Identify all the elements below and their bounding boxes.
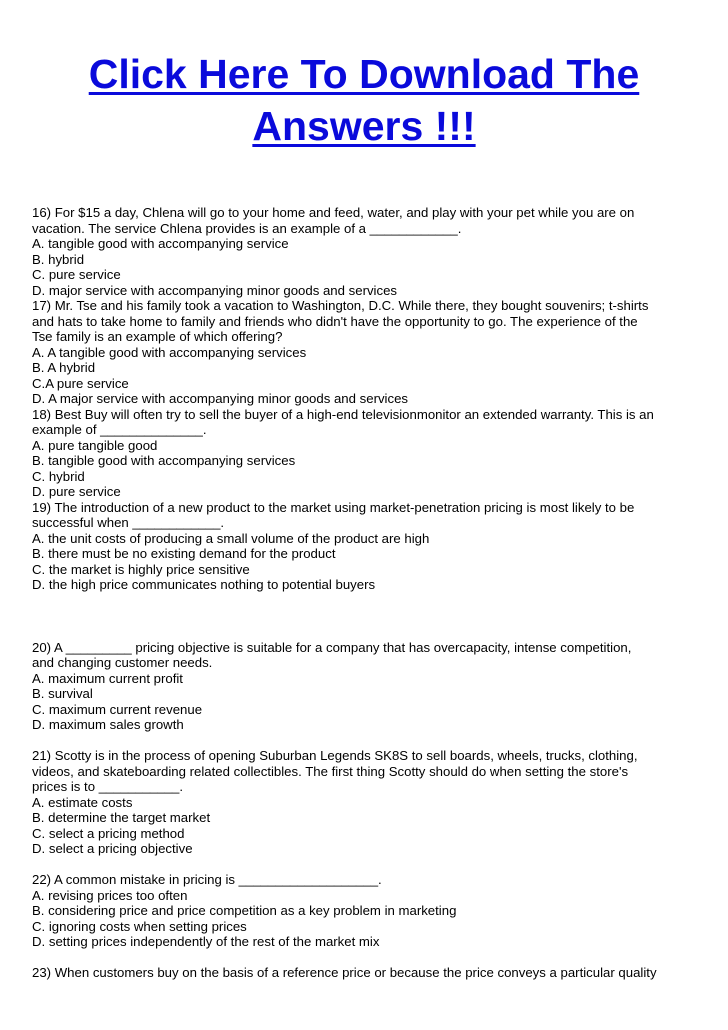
download-answers-link[interactable] xyxy=(0,48,728,152)
question-block xyxy=(32,640,692,733)
question-text-line: 23) When customers buy on the basis of a reference price or because the price conveys a particular quality xyxy=(32,965,657,980)
question-text-line: 17) Mr. Tse and his family took a vacation to Washington, D.C. While there, they bought souvenirs; t-shirts xyxy=(32,298,649,313)
question-text-line: example of ______________. xyxy=(32,422,207,437)
question-text-line: successful when ____________. xyxy=(32,515,225,530)
answer-option: D. A major service with accompanying minor goods and services xyxy=(32,391,409,406)
answer-option: B. survival xyxy=(32,686,93,701)
answer-option: A. A tangible good with accompanying services xyxy=(32,344,307,360)
question-text-line: Tse family is an example of which offering? xyxy=(32,329,283,344)
question-text-line: 22) A common mistake in pricing is ___________________. xyxy=(32,872,382,887)
answer-option: A. maximum current profit xyxy=(32,670,183,686)
answer-option: B. considering price and price competition as a key problem in marketing xyxy=(32,903,457,918)
answer-option: A. tangible good with accompanying service xyxy=(32,236,289,251)
answer-option: B. there must be no existing demand for the product xyxy=(32,546,336,561)
answer-option: A. pure tangible good xyxy=(32,437,158,453)
answer-option: C.A pure service xyxy=(32,375,129,391)
answer-option: B. determine the target market xyxy=(32,810,211,825)
question-text-line: and hats to take home to family and friends who didn't have the opportunity to go. The experience of the xyxy=(32,313,638,329)
answer-option: A. the unit costs of producing a small volume of the product are high xyxy=(32,530,430,546)
question-block xyxy=(32,748,692,857)
answer-option: D. select a pricing objective xyxy=(32,841,193,856)
question-block xyxy=(32,500,692,593)
question-text-line: prices is to ___________. xyxy=(32,779,184,794)
question-list xyxy=(32,205,692,981)
section-spacer xyxy=(32,593,692,640)
answer-option: D. maximum sales growth xyxy=(32,717,184,732)
question-block xyxy=(32,965,692,981)
question-text-line: 16) For $15 a day, Chlena will go to your home and feed, water, and play with your pet while you are on xyxy=(32,205,635,220)
answer-option: B. tangible good with accompanying services xyxy=(32,453,296,468)
answer-option: C. ignoring costs when setting prices xyxy=(32,918,247,934)
answer-option: D. pure service xyxy=(32,484,121,499)
question-text-line: 21) Scotty is in the process of opening Suburban Legends SK8S to sell boards, wheels, trucks, clothing, xyxy=(32,748,638,763)
answer-option: D. major service with accompanying minor goods and services xyxy=(32,282,398,298)
question-block xyxy=(32,407,692,500)
answer-option: B. hybrid xyxy=(32,251,85,267)
answer-option: C. maximum current revenue xyxy=(32,701,203,717)
section-spacer xyxy=(32,733,692,749)
answer-option: C. hybrid xyxy=(32,468,85,484)
section-spacer xyxy=(32,857,692,873)
answer-option: D. setting prices independently of the rest of the market mix xyxy=(32,934,380,949)
question-block xyxy=(32,298,692,407)
question-text-line: 18) Best Buy will often try to sell the buyer of a high-end televisionmonitor an extended warranty. This is an xyxy=(32,406,654,422)
question-text-line: 20) A _________ pricing objective is suitable for a company that has overcapacity, intense competition, xyxy=(32,639,632,655)
download-link-line-2[interactable]: Answers !!! xyxy=(252,103,476,149)
answer-option: B. A hybrid xyxy=(32,360,96,375)
answer-option: A. revising prices too often xyxy=(32,887,188,903)
question-text-line: vacation. The service Chlena provides is an example of a ____________. xyxy=(32,220,462,236)
answer-option: A. estimate costs xyxy=(32,794,133,810)
question-text-line: and changing customer needs. xyxy=(32,655,213,670)
download-link-line-1[interactable]: Click Here To Download The xyxy=(88,51,640,97)
answer-option: C. select a pricing method xyxy=(32,825,185,841)
question-text-line: videos, and skateboarding related collectibles. The first thing Scotty should do when setting the store's xyxy=(32,763,629,779)
question-block xyxy=(32,872,692,950)
section-spacer xyxy=(32,950,692,966)
question-text-line: 19) The introduction of a new product to the market using market-penetration pricing is most likely to be xyxy=(32,499,635,515)
question-block xyxy=(32,205,692,298)
answer-option: C. the market is highly price sensitive xyxy=(32,561,250,577)
answer-option: C. pure service xyxy=(32,267,121,282)
answer-option: D. the high price communicates nothing to potential buyers xyxy=(32,577,376,592)
